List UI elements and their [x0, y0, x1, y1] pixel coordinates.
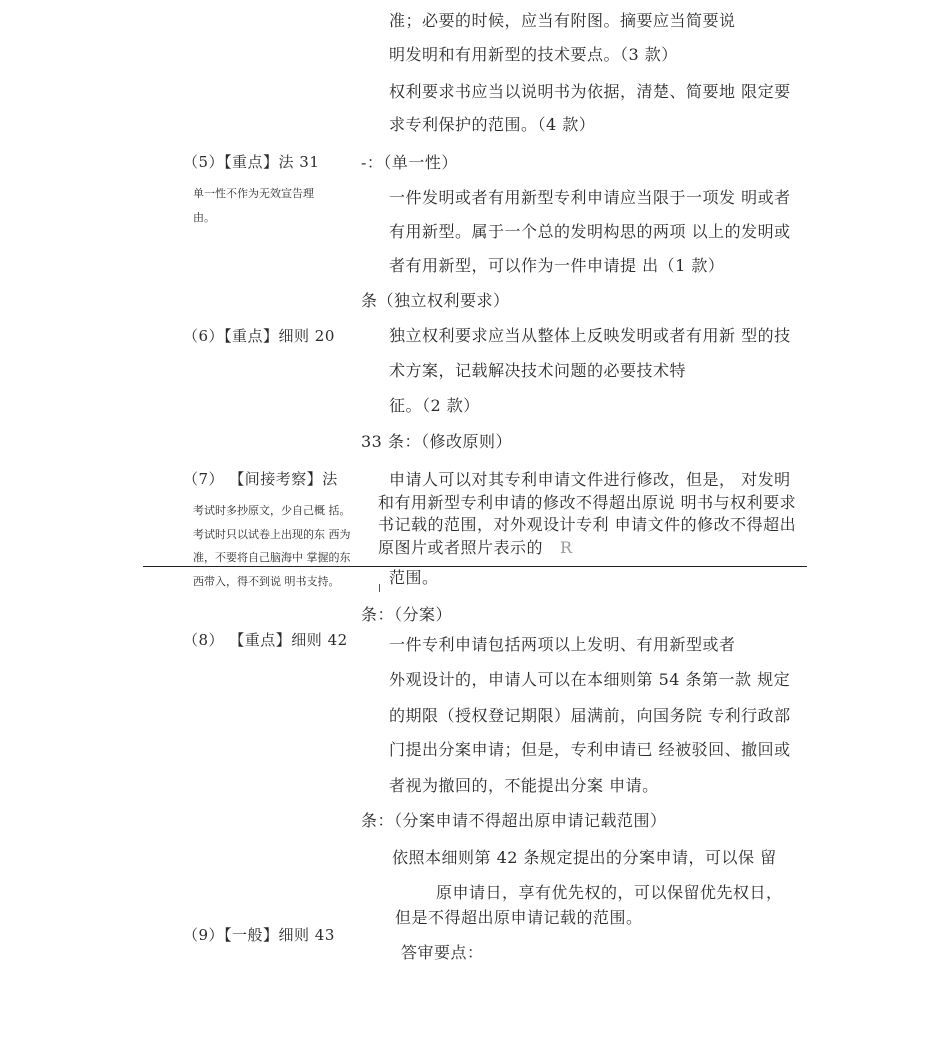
body-line: 的期限（授权登记期限）届满前，向国务院 专利行政部: [389, 706, 791, 725]
item-label-8: （8） 【重点】细则 42: [183, 631, 348, 649]
body-line: 准；必要的时候，应当有附图。摘要应当简要说: [389, 11, 736, 30]
horizontal-rule: [143, 566, 807, 567]
body-line: 原图片或者照片表示的: [378, 538, 544, 557]
body-line: 一件发明或者有用新型专利申请应当限于一项发 明或者: [389, 188, 791, 207]
tick-mark: [379, 584, 380, 592]
article-heading: -：（单一性）: [361, 153, 458, 172]
body-line: 和有用新型专利申请的修改不得超出原说 明书与权利要求: [378, 493, 797, 512]
body-line: 外观设计的，申请人可以在本细则第 54 条第一款 规定: [389, 670, 791, 689]
body-line: 有用新型。属于一个总的发明构思的两项 以上的发明或: [389, 222, 791, 241]
body-line: 依照本细则第 42 条规定提出的分案申请，可以保 留: [392, 848, 777, 867]
item-label-5: （5）【重点】法 31: [183, 153, 320, 171]
stray-mark: R: [560, 538, 573, 557]
body-line: 术方案，记载解决技术问题的必要技术特: [389, 361, 687, 380]
body-line: 者有用新型，可以作为一件申请提 出（1 款）: [389, 256, 725, 275]
body-line: 范围。: [389, 568, 439, 587]
body-line: 原申请日，享有优先权的，可以保留优先权日，: [436, 883, 783, 902]
body-line: 求专利保护的范围。（4 款）: [389, 115, 596, 134]
article-heading: 条（独立权利要求）: [361, 291, 510, 310]
margin-note: 考试时只以试卷上出现的东 西为: [193, 528, 351, 541]
margin-note: 由。: [193, 211, 215, 224]
body-line: 一件专利申请包括两项以上发明、有用新型或者: [389, 635, 736, 654]
body-line: 明发明和有用新型的技术要点。（3 款）: [389, 45, 678, 64]
body-line: 申请人可以对其专利申请文件进行修改，但是， 对发明: [389, 470, 791, 489]
item-label-7: （7） 【间接考察】法: [183, 470, 338, 488]
body-line: 征。（2 款）: [389, 396, 480, 415]
body-line: 独立权利要求应当从整体上反映发明或者有用新 型的技: [389, 326, 791, 345]
section-label: 答审要点：: [401, 943, 484, 962]
article-heading: 33 条：（修改原则）: [361, 432, 512, 451]
item-label-6: （6）【重点】细则 20: [183, 327, 335, 345]
body-line: 者视为撤回的，不能提出分案 申请。: [389, 776, 659, 795]
body-line: 门提出分案申请；但是，专利申请已 经被驳回、撤回或: [389, 740, 791, 759]
body-line: 但是不得超出原申请记载的范围。: [395, 908, 643, 927]
item-label-9: （9）【一般】细则 43: [183, 926, 335, 944]
margin-note: 单一性不作为无效宣告理: [193, 187, 314, 200]
body-line: 权利要求书应当以说明书为依据，清楚、简要地 限定要: [389, 82, 791, 101]
article-heading: 条：（分案）: [361, 605, 453, 624]
margin-note: 考试时多抄原文，少自己概 括。: [193, 504, 351, 517]
margin-note: 准，不要将自己脑海中 掌握的东: [193, 551, 351, 564]
margin-note: 西带入，得不到说 明书支持。: [193, 575, 340, 588]
article-heading: 条：（分案申请不得超出原申请记载范围）: [361, 811, 667, 830]
body-line: 书记载的范围，对外观设计专利 申请文件的修改不得超出: [378, 515, 797, 534]
